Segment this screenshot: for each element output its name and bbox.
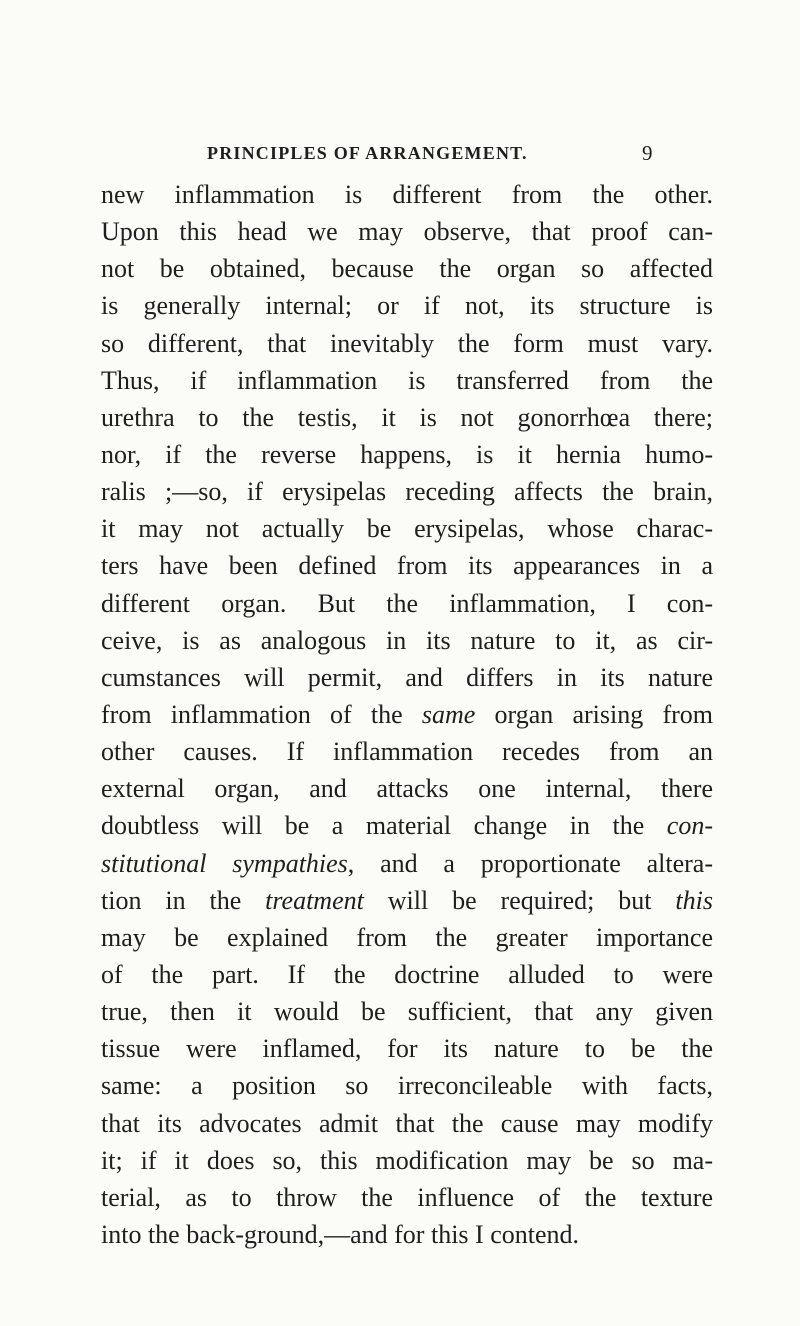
text-line: tion in the treatment will be required; but this	[101, 885, 713, 915]
text-line: true, then it would be sufficient, that any given	[101, 997, 713, 1027]
text-line: may be explained from the greater importance	[101, 922, 713, 952]
text-line: same: a position so irreconcileable with facts,	[101, 1071, 713, 1101]
text-line: different organ. But the inflammation, I con-	[101, 588, 713, 618]
body-text	[101, 176, 713, 1253]
page-number: 9	[642, 141, 653, 165]
text-line: terial, as to throw the influence of the texture	[101, 1182, 713, 1212]
text-line: Thus, if inflammation is transferred from the	[101, 365, 713, 395]
text-line: nor, if the reverse happens, is it hernia humo-	[101, 439, 713, 469]
text-line: ters have been defined from its appearances in a	[101, 551, 713, 581]
italic-text: same	[421, 699, 476, 729]
text-line: ralis ;—so, if erysipelas receding affects the brain,	[101, 477, 713, 507]
text-line: doubtless will be a material change in the con-	[101, 811, 713, 841]
text-line: that its advocates admit that the cause may modify	[101, 1108, 713, 1138]
text-line: urethra to the testis, it is not gonorrhœa there;	[101, 402, 713, 432]
text-line: ceive, is as analogous in its nature to it, as cir-	[101, 625, 713, 655]
running-title: PRINCIPLES OF ARRANGEMENT.	[207, 143, 528, 163]
text-line: tissue were inflamed, for its nature to be the	[101, 1034, 713, 1064]
text-line: from inflammation of the same organ arising from	[101, 699, 713, 729]
text-line: other causes. If inflammation recedes from an	[101, 737, 713, 767]
text-line: external organ, and attacks one internal, there	[101, 774, 713, 804]
text-line: into the back-ground,—and for this I contend.	[101, 1219, 579, 1249]
text-line: Upon this head we may observe, that proof can-	[101, 217, 713, 247]
text-line: is generally internal; or if not, its structure is	[101, 291, 713, 321]
text-line: it may not actually be erysipelas, whose charac-	[101, 514, 713, 544]
italic-text: treatment	[265, 885, 364, 915]
text-line: so different, that inevitably the form must vary.	[101, 328, 713, 358]
italic-text: this	[675, 885, 713, 915]
text-line: of the part. If the doctrine alluded to were	[101, 959, 713, 989]
italic-text: stitutional sympathies	[101, 848, 348, 878]
text-line: new inflammation is different from the other.	[101, 180, 713, 209]
text-line: not be obtained, because the organ so affected	[101, 254, 713, 284]
italic-text: con-	[666, 811, 713, 841]
text-line: it; if it does so, this modification may be so ma-	[101, 1145, 713, 1175]
text-line: stitutional sympathies, and a proportionate altera-	[101, 848, 714, 878]
text-line: cumstances will permit, and differs in its nature	[101, 662, 713, 692]
